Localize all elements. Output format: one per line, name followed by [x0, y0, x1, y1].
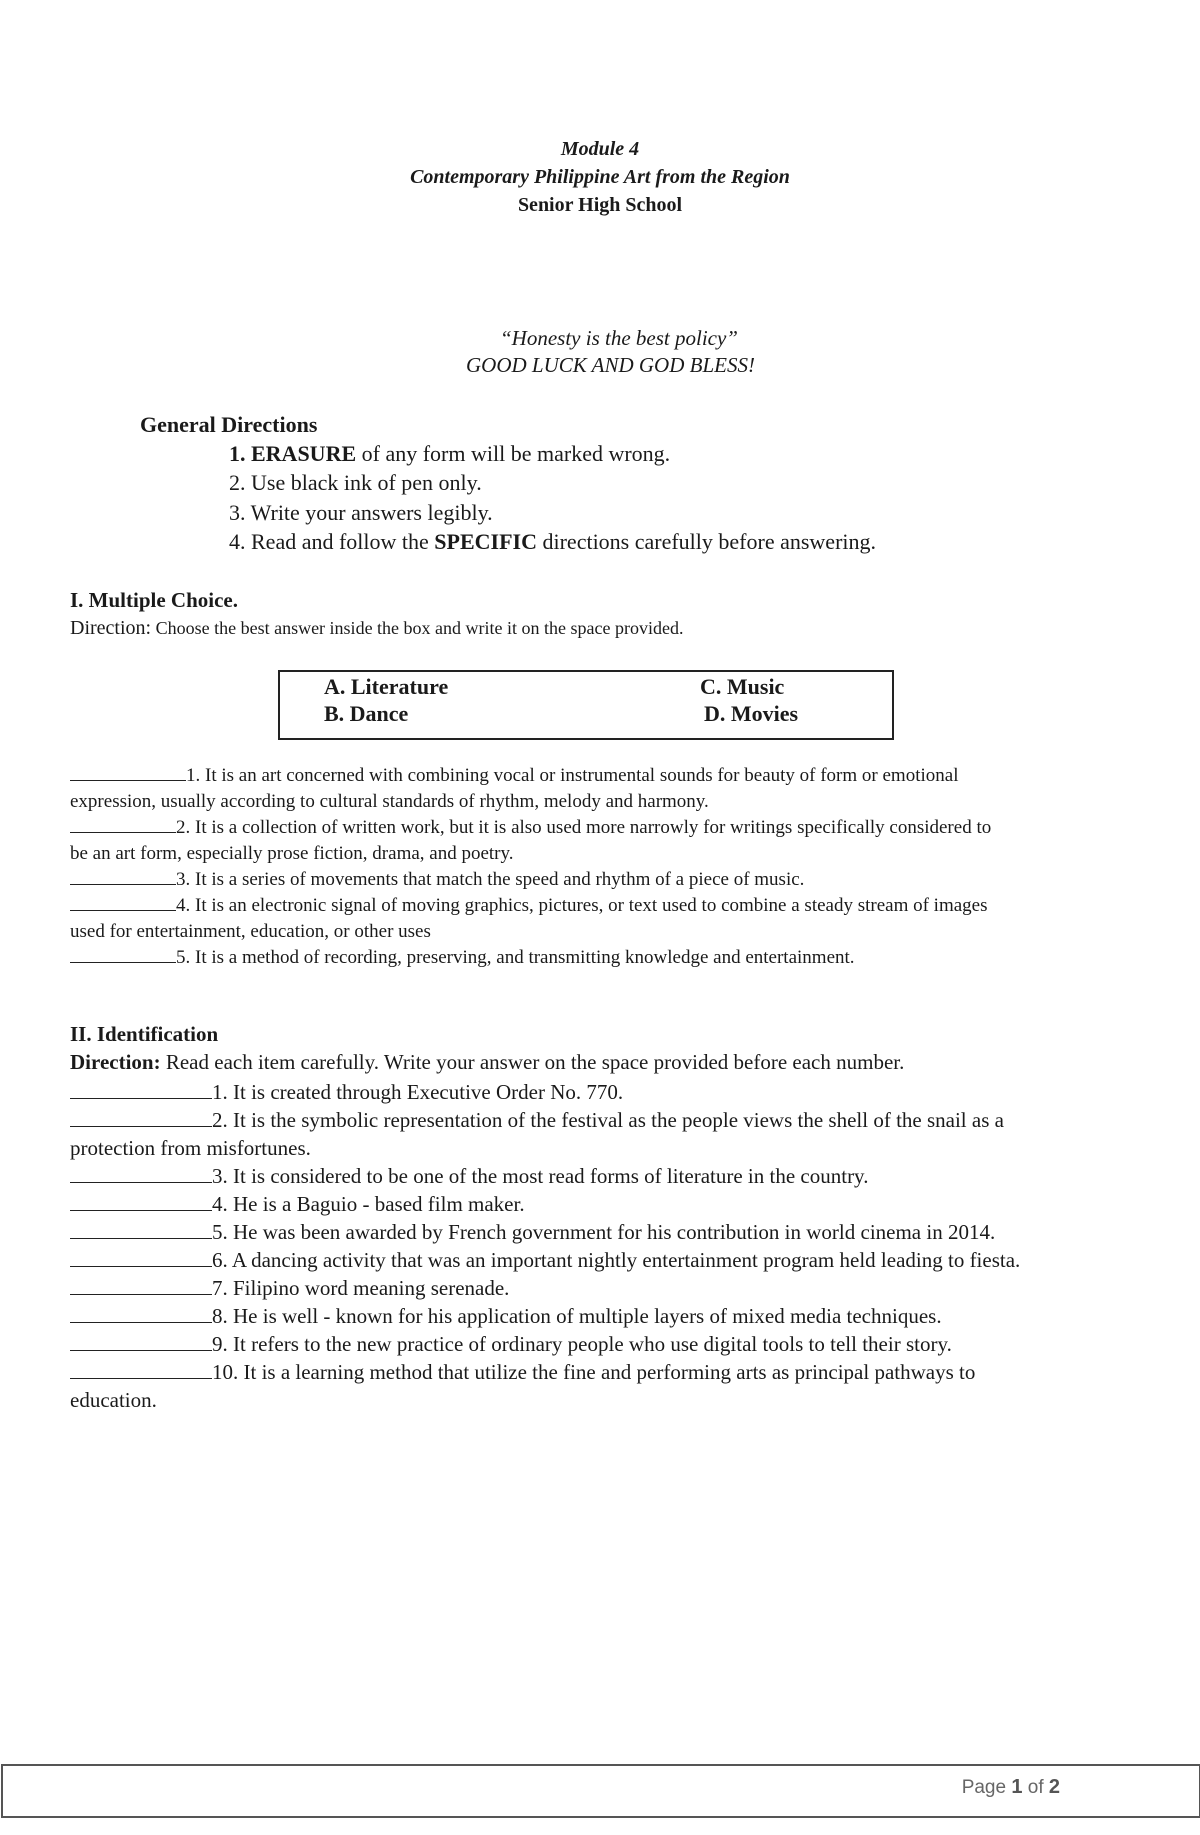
answer-blank[interactable] — [70, 1108, 212, 1127]
general-direction-4: 4. Read and follow the SPECIFIC directions carefully before answering. — [229, 529, 877, 554]
mc-item-3: 3. It is a series of movements that match the speed and rhythm of a piece of music. — [70, 866, 1130, 893]
id-item-8: 8. He is well - known for his application of multiple layers of mixed media techniques. — [70, 1302, 1130, 1330]
module-title: Module 4 — [560, 138, 640, 160]
id-item-5: 5. He was been awarded by French government for his contribution in world cinema in 2014. — [70, 1218, 1130, 1246]
multiple-choice-direction: Direction: Choose the best answer inside the box and write it on the space provided. — [70, 617, 684, 639]
choice-a: A. Literature — [324, 674, 449, 699]
answer-blank[interactable] — [70, 1304, 212, 1323]
id-item-9: 9. It refers to the new practice of ordinary people who use digital tools to tell their story. — [70, 1330, 1130, 1358]
choice-d: D. Movies — [704, 701, 799, 726]
answer-blank[interactable] — [70, 944, 176, 963]
section-identification-title: II. Identification — [70, 1022, 219, 1046]
level-title: Senior High School — [517, 194, 683, 216]
answer-blank[interactable] — [70, 866, 176, 885]
answer-blank[interactable] — [70, 1248, 212, 1267]
answer-blank[interactable] — [70, 1192, 212, 1211]
id-item-3: 3. It is considered to be one of the most read forms of literature in the country. — [70, 1162, 1130, 1190]
id-item-10: 10. It is a learning method that utilize the fine and performing arts as principal pathways to education. — [70, 1360, 976, 1412]
mc-item-1: 1. It is an art concerned with combining vocal or instrumental sounds for beauty of form or emotional expression, usually according to cultural standards of rhythm, melody and harmony. — [70, 762, 1130, 815]
mc-item-4: 4. It is an electronic signal of moving graphics, pictures, or text used to combine a steady stream of images used for entertainment, education, or other uses — [70, 892, 1130, 945]
motto-wish: GOOD LUCK AND GOD BLESS! — [466, 353, 755, 377]
general-direction-1: 1. ERASURE of any form will be marked wrong. — [229, 441, 671, 466]
id-item-1: 1. It is created through Executive Order No. 770. — [70, 1078, 1130, 1106]
mc-item-2: 2. It is a collection of written work, but it is also used more narrowly for writings specifically considered to be an art form, especially prose fiction, drama, and poetry. — [70, 814, 1130, 867]
general-directions-title: General Directions — [140, 412, 318, 437]
section-multiple-choice-title: I. Multiple Choice. — [70, 588, 238, 612]
answer-blank[interactable] — [70, 1360, 212, 1379]
choice-c: C. Music — [700, 674, 785, 699]
answer-blank[interactable] — [70, 1164, 212, 1183]
identification-direction: Direction: Read each item carefully. Write your answer on the space provided before each number. — [70, 1050, 905, 1074]
answer-choice-box — [278, 670, 894, 740]
motto-quote: “Honesty is the best policy” — [500, 326, 738, 350]
general-direction-3: 3. Write your answers legibly. — [229, 500, 493, 525]
answer-blank[interactable] — [70, 1332, 212, 1351]
answer-blank[interactable] — [70, 1220, 212, 1239]
general-direction-2: 2. Use black ink of pen only. — [229, 470, 482, 495]
id-item-2: 2. It is the symbolic representation of the festival as the people views the shell of the snail as a protection from misfortunes. — [70, 1108, 1004, 1160]
page-number: Page 1 of 2 — [961, 1776, 1060, 1798]
answer-blank[interactable] — [70, 1080, 212, 1099]
choice-b: B. Dance — [324, 701, 409, 726]
id-item-7: 7. Filipino word meaning serenade. — [70, 1274, 1130, 1302]
id-item-6: 6. A dancing activity that was an important nightly entertainment program held leading to fiesta. — [70, 1246, 1130, 1274]
subject-title: Contemporary Philippine Art from the Region — [410, 166, 790, 188]
mc-item-5: 5. It is a method of recording, preserving, and transmitting knowledge and entertainment. — [70, 944, 1130, 971]
id-item-4: 4. He is a Baguio - based film maker. — [70, 1190, 1130, 1218]
answer-blank[interactable] — [70, 814, 176, 833]
answer-blank[interactable] — [70, 762, 186, 781]
answer-blank[interactable] — [70, 892, 176, 911]
answer-blank[interactable] — [70, 1276, 212, 1295]
